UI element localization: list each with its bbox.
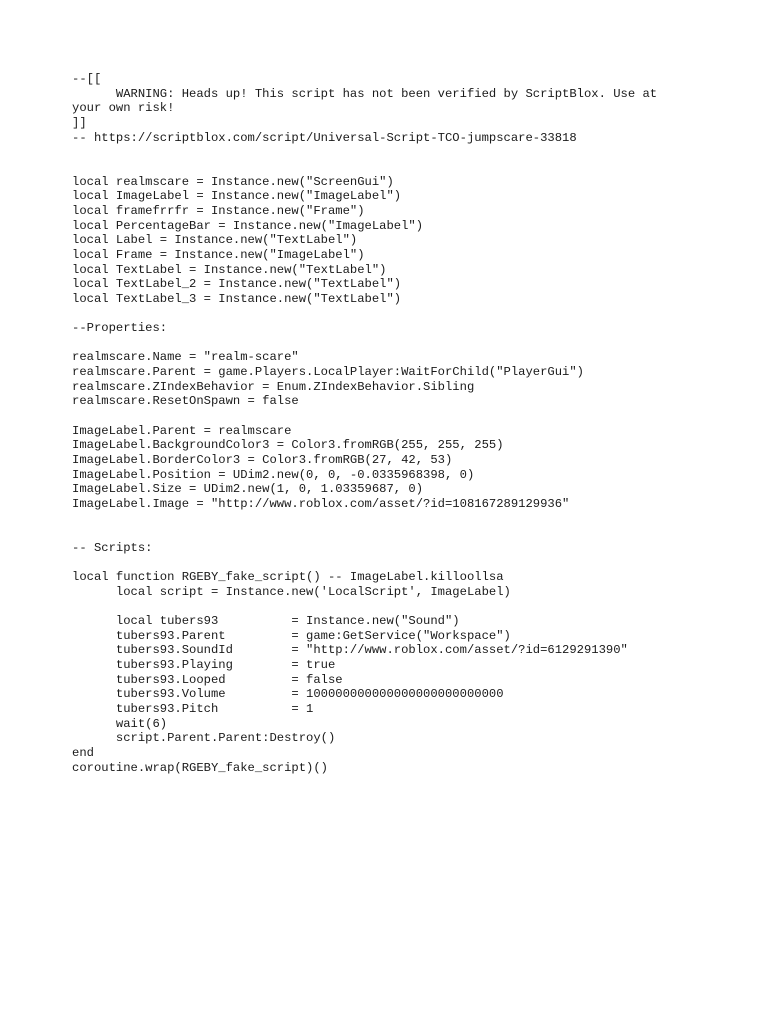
code-line: local Frame = Instance.new("ImageLabel")	[72, 247, 365, 262]
code-line: local Label = Instance.new("TextLabel")	[72, 233, 358, 248]
code-line: script.Parent.Parent:Destroy()	[72, 731, 336, 746]
code-line	[72, 556, 692, 571]
code-line: wait(6)	[72, 716, 168, 731]
code-line: local PercentageBar = Instance.new("ImageLabel")	[72, 218, 424, 233]
code-line: --[[	[72, 72, 102, 86]
code-line: local TextLabel_3 = Instance.new("TextLabel")	[72, 291, 402, 306]
code-line	[72, 600, 692, 615]
code-line: realmscare.Parent = game.Players.LocalPlayer:WaitForChild("PlayerGui")	[72, 365, 584, 380]
code-line	[72, 409, 692, 424]
code-line: tubers93.Parent = game:GetService("Workspace")	[72, 628, 511, 643]
code-line: tubers93.Looped = false	[72, 672, 343, 687]
code-line: realmscare.ZIndexBehavior = Enum.ZIndexBehavior.Sibling	[72, 379, 475, 394]
code-line: local framefrrfr = Instance.new("Frame")	[72, 203, 365, 218]
code-line	[72, 160, 692, 175]
code-line	[72, 145, 692, 160]
code-line: ImageLabel.Parent = realmscare	[72, 423, 292, 438]
code-line: ImageLabel.BorderColor3 = Color3.fromRGB(27, 42, 53)	[72, 452, 453, 467]
code-line: local TextLabel_2 = Instance.new("TextLabel")	[72, 277, 402, 292]
code-line: tubers93.Volume = 100000000000000000000000000	[72, 687, 504, 702]
code-line: --Properties:	[72, 321, 168, 336]
code-line: tubers93.Playing = true	[72, 658, 336, 673]
code-line: -- Scripts:	[72, 540, 153, 555]
code-line: end	[72, 746, 94, 761]
code-line: local tubers93 = Instance.new("Sound")	[72, 614, 460, 629]
code-line	[72, 306, 692, 321]
code-line	[72, 526, 692, 541]
code-line: tubers93.SoundId = "http://www.roblox.com/asset/?id=6129291390"	[72, 643, 628, 658]
code-line	[72, 336, 692, 351]
code-line: ]]	[72, 115, 87, 130]
code-line: WARNING: Heads up! This script has not been verified by ScriptBlox. Use at	[72, 86, 658, 101]
code-line: your own risk!	[72, 101, 175, 116]
code-line: -- https://scriptblox.com/script/Universal-Script-TCO-jumpscare-33818	[72, 130, 577, 145]
code-line: local TextLabel = Instance.new("TextLabel")	[72, 262, 387, 277]
code-line: tubers93.Pitch = 1	[72, 702, 314, 717]
code-line: ImageLabel.Image = "http://www.roblox.com/asset/?id=108167289129936"	[72, 496, 570, 511]
code-line: local script = Instance.new('LocalScript', ImageLabel)	[72, 584, 511, 599]
code-line: coroutine.wrap(RGEBY_fake_script)()	[72, 760, 328, 775]
code-line: ImageLabel.Size = UDim2.new(1, 0, 1.03359687, 0)	[72, 482, 424, 497]
code-line: realmscare.ResetOnSpawn = false	[72, 394, 299, 409]
script-code-block	[72, 72, 692, 775]
code-line: realmscare.Name = "realm-scare"	[72, 350, 299, 365]
code-line: ImageLabel.BackgroundColor3 = Color3.fromRGB(255, 255, 255)	[72, 438, 504, 453]
code-line: ImageLabel.Position = UDim2.new(0, 0, -0.0335968398, 0)	[72, 467, 475, 482]
code-line: local function RGEBY_fake_script() -- ImageLabel.killoollsa	[72, 570, 504, 585]
code-line: local realmscare = Instance.new("ScreenGui")	[72, 174, 394, 189]
code-line: local ImageLabel = Instance.new("ImageLabel")	[72, 189, 402, 204]
code-line	[72, 512, 692, 527]
